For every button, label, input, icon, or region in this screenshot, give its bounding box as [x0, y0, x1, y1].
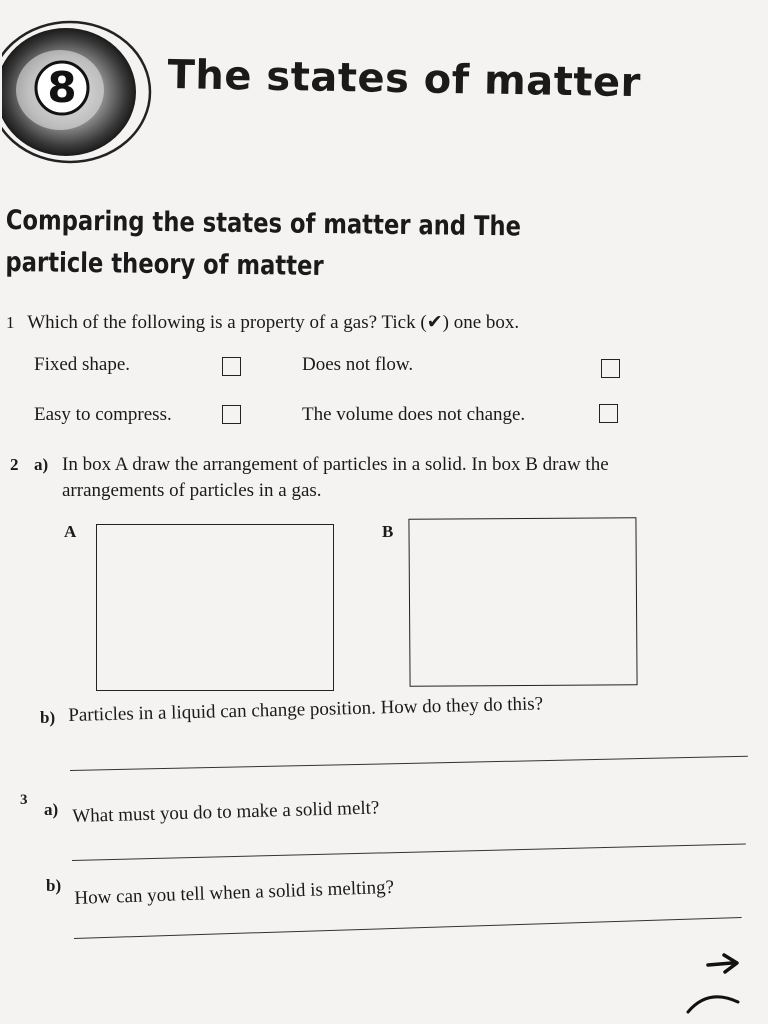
arrow-right-icon[interactable]: [704, 950, 744, 978]
question-1-number: 1: [6, 313, 15, 332]
chapter-badge: [2, 14, 152, 164]
question-2b-text: Particles in a liquid can change position. How do they do this?: [68, 693, 544, 726]
question-1-text: Which of the following is a property of a gas? Tick (✔) one box.: [27, 312, 520, 333]
question-2a-text-line-2: arrangements of particles in a gas.: [62, 480, 322, 501]
box-a-label: A: [64, 522, 77, 541]
page-curl-decoration: [684, 982, 754, 1018]
question-3a-text: What must you do to make a solid melt?: [72, 797, 380, 827]
question-2a-text-line-1: In box A draw the arrangement of particles in a solid. In box B draw the: [62, 454, 609, 475]
drawing-box-a[interactable]: [96, 524, 334, 691]
question-3b-label: b): [46, 876, 62, 895]
answer-line-2b[interactable]: [70, 756, 748, 771]
option-volume-does-not-change-checkbox[interactable]: [599, 404, 618, 423]
question-2-number: 2: [10, 455, 19, 474]
option-easy-to-compress-label: Easy to compress.: [34, 404, 172, 425]
question-3a-label: a): [44, 800, 59, 819]
question-2b-label: b): [40, 708, 56, 727]
question-3-number: 3: [20, 792, 28, 808]
option-fixed-shape-label: Fixed shape.: [34, 354, 131, 375]
chapter-number: 8: [47, 63, 77, 112]
question-1: [6, 310, 519, 336]
option-does-not-flow-label: Does not flow.: [302, 354, 414, 375]
option-fixed-shape-checkbox[interactable]: [222, 357, 241, 376]
question-3b-text: How can you tell when a solid is melting?: [74, 876, 395, 909]
question-2a-label: a): [34, 455, 49, 474]
option-easy-to-compress-checkbox[interactable]: [222, 405, 241, 424]
drawing-box-b[interactable]: [408, 517, 637, 687]
answer-line-3b[interactable]: [74, 917, 742, 939]
chapter-title: The states of matter: [167, 52, 642, 107]
option-volume-does-not-change-label: The volume does not change.: [302, 404, 526, 425]
box-b-label: B: [382, 522, 394, 541]
answer-line-3a[interactable]: [72, 844, 746, 861]
option-does-not-flow-checkbox[interactable]: [601, 359, 620, 378]
section-heading: Comparing the states of matter and The particle theory of matter: [5, 204, 522, 282]
